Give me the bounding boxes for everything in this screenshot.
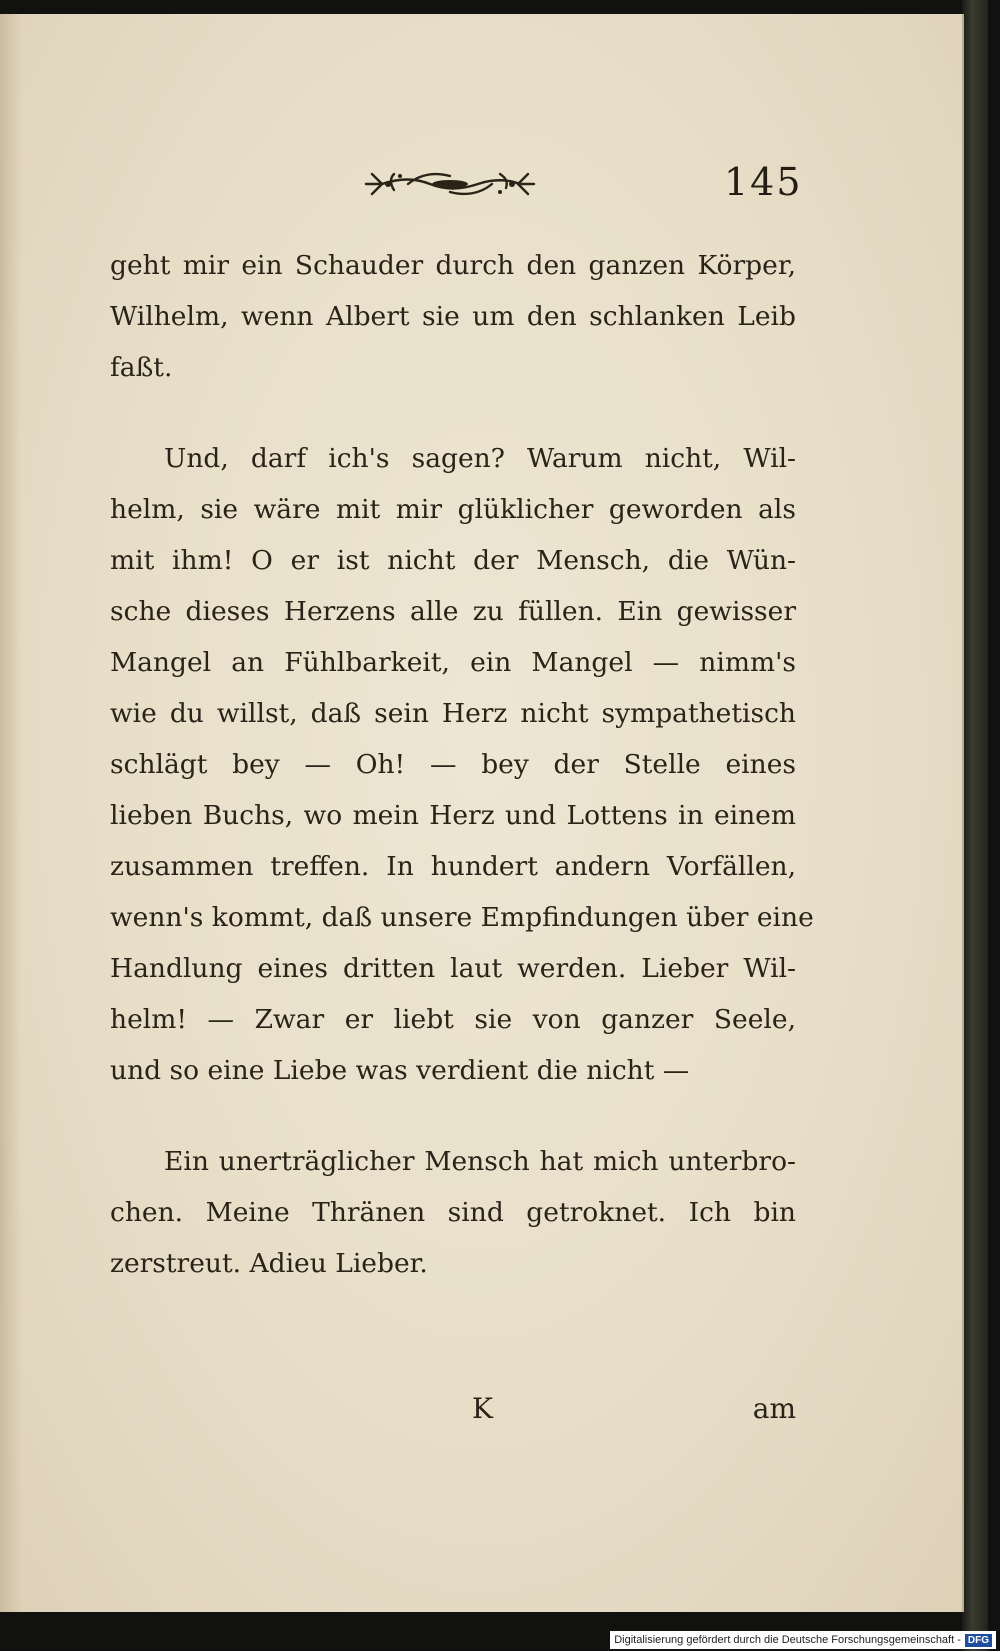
digitization-credit <box>610 1631 996 1649</box>
decorative-vine-ornament-icon <box>360 162 540 206</box>
text-line: mit ihm! O er ist nicht der Mensch, die Wün- <box>110 545 796 576</box>
text-line: lieben Buchs, wo mein Herz und Lottens in einem <box>110 800 796 831</box>
book-edge <box>962 0 988 1651</box>
signature-mark: K <box>472 1392 493 1425</box>
text-line: Wilhelm, wenn Albert sie um den schlanken Leib <box>110 301 796 332</box>
text-line: chen. Meine Thränen sind getroknet. Ich bin <box>110 1197 796 1228</box>
dfg-logo-icon: DFG <box>965 1634 992 1647</box>
text-line: Und, darf ich's sagen? Warum nicht, Wil- <box>164 443 796 474</box>
paragraph-3 <box>110 1136 796 1289</box>
body-text <box>110 240 814 1289</box>
text-line: und so eine Liebe was verdient die nicht — <box>110 1055 690 1086</box>
page-footer-marks <box>110 1392 796 1442</box>
text-line: helm! — Zwar er liebt sie von ganzer Seele, <box>110 1004 796 1035</box>
paragraph-gap <box>110 393 796 433</box>
text-line: helm, sie wäre mit mir glüklicher geworden als <box>110 494 796 525</box>
text-line: geht mir ein Schauder durch den ganzen Körper, <box>110 250 796 281</box>
paragraph-2 <box>110 433 814 1096</box>
text-line: zusammen treffen. In hundert andern Vorfällen, <box>110 851 796 882</box>
text-line: Ein unerträglicher Mensch hat mich unterbro- <box>164 1146 796 1177</box>
catchword: am <box>752 1392 796 1425</box>
text-line: wenn's kommt, daß unsere Empfindungen über eine <box>110 902 814 933</box>
text-line: Mangel an Fühlbarkeit, ein Mangel — nimm's <box>110 647 796 678</box>
text-line: sche dieses Herzens alle zu füllen. Ein gewisser <box>110 596 796 627</box>
paragraph-1 <box>110 240 796 393</box>
text-line: schlägt bey — Oh! — bey der Stelle eines <box>110 749 796 780</box>
book-page <box>0 14 964 1612</box>
paragraph-gap <box>110 1096 796 1136</box>
text-line: faßt. <box>110 352 173 383</box>
text-line: Handlung eines dritten laut werden. Lieber Wil- <box>110 953 796 984</box>
page-gutter-shadow <box>0 14 22 1612</box>
text-line: wie du willst, daß sein Herz nicht sympathetisch <box>110 698 796 729</box>
credit-text: Digitalisierung gefördert durch die Deutsche Forschungsgemeinschaft - <box>614 1634 961 1646</box>
text-line: zerstreut. Adieu Lieber. <box>110 1248 428 1279</box>
page-number: 145 <box>724 160 803 204</box>
